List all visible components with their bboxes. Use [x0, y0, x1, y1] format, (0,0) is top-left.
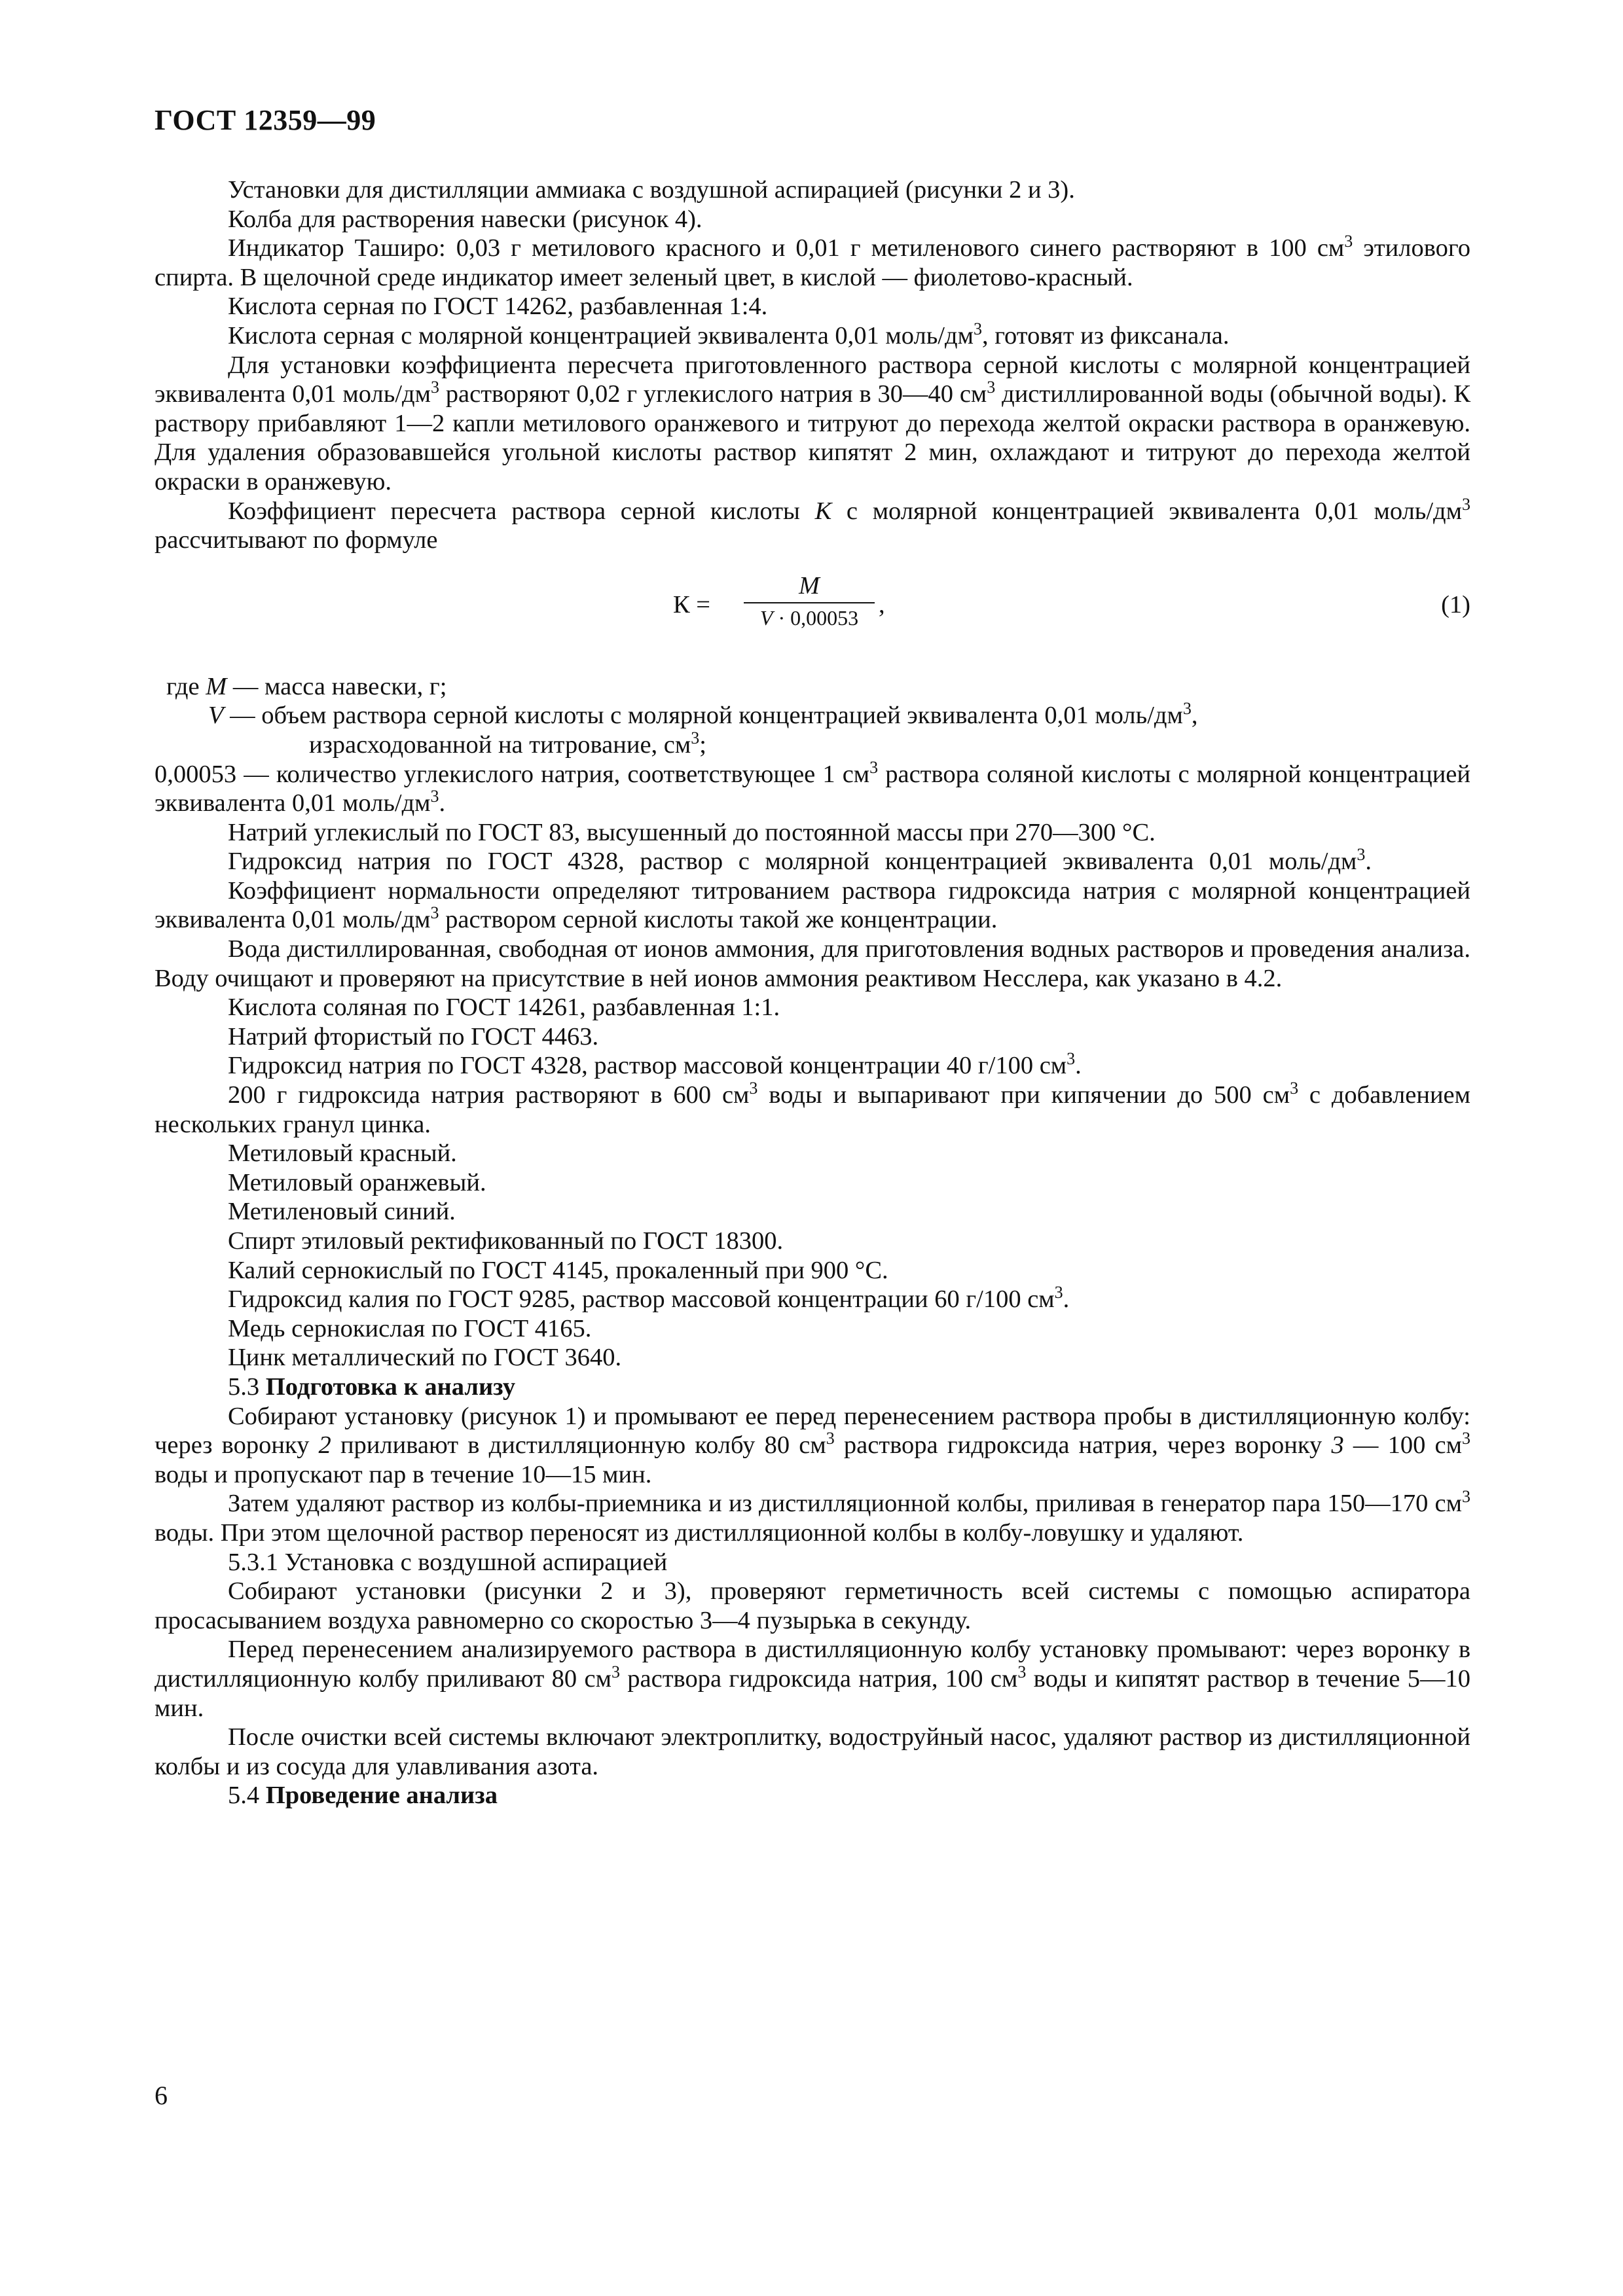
formula-denominator: V · 0,00053 — [759, 605, 859, 630]
paragraph: После очистки всей системы включают электроплитку, водоструйный насос, удаляют раствор из дистилляционной колбы и из сосуда для улавливания азота. — [155, 1723, 1470, 1780]
paragraph: Гидроксид калия по ГОСТ 9285, раствор массовой концентрации 60 г/100 $см^3$. — [228, 1283, 1070, 1314]
formula-comma: , — [879, 590, 885, 619]
paragraph: Калий сернокислый по ГОСТ 4145, прокаленный при 900 °С. — [228, 1256, 888, 1284]
paragraph: Установки для дистилляции аммиака с воздушной аспирацией (рисунки 2 и 3). — [228, 176, 1075, 204]
formula-fraction — [744, 571, 875, 631]
paragraph: Метиловый красный. — [228, 1139, 457, 1168]
paragraph: Гидроксид натрия по ГОСТ 4328, раствор с молярной концентрацией эквивалента 0,01 моль/$дм^3$. — [228, 845, 1372, 876]
paragraph: Гидроксид натрия по ГОСТ 4328, раствор массовой концентрации 40 г/100 $см^3$. — [228, 1049, 1082, 1080]
paragraph: Коэффициент пересчета раствора серной кислоты К с молярной концентрацией эквивалента 0,01 моль/$дм^3$ рассчитывают по формуле — [155, 494, 1470, 554]
document-body — [155, 175, 1470, 1810]
formula-definitions — [155, 672, 1470, 818]
paragraph: Коэффициент нормальности определяют титрованием раствора гидроксида натрия с молярной концентрацией эквивалента 0,01 моль/$дм^3$ раствором серной кислоты такой же концентрации. — [155, 876, 1470, 934]
fraction-bar — [744, 602, 875, 603]
equation-number: (1) — [1441, 590, 1470, 619]
section-heading-5-4: 5.4 Проведение анализа — [228, 1782, 498, 1810]
paragraph: Кислота соляная по ГОСТ 14261, разбавленная 1:1. — [228, 994, 780, 1022]
paragraph: Индикатор Таширо: 0,03 г метилового красного и 0,01 г метиленового синего растворяют в 100 $см^3$ этилового спирта. В щелочной среде индикатор имеет зеленый цвет, в кислой — фиолетово-красный. — [155, 232, 1470, 291]
section-heading-5-3-1: 5.3.1 Установка с воздушной аспирацией — [228, 1548, 668, 1576]
paragraph: Собирают установку (рисунок 1) и промывают ее перед перенесением раствора пробы в дистилляционную колбу: через воронку 2 приливают в дистилляционную колбу 80 $см^3$ раствора гидроксида натрия, через воронку 3 — 100 $см^3$ воды и пропускают пар в течение 10—15 мин. — [155, 1402, 1470, 1488]
paragraph: Собирают установки (рисунки 2 и 3), проверяют герметичность всей системы с помощью аспиратора просасыванием воздуха равномерно со скоростью 3—4 пузырька в секунду. — [155, 1577, 1470, 1634]
definition-v: V — объем раствора серной кислоты с молярной концентрацией эквивалента 0,01 моль/$дм^3$, — [208, 699, 1198, 730]
paragraph: Цинк металлический по ГОСТ 3640. — [228, 1344, 622, 1372]
formula — [155, 571, 1470, 646]
paragraph: Метиловый оранжевый. — [228, 1168, 486, 1196]
formula-lhs: К = — [673, 590, 711, 619]
definition-v-cont: израсходованной на титрование, $см^3$; — [309, 728, 706, 759]
definition-constant: 0,00053 — количество углекислого натрия, соответствующее 1 $см^3$ раствора соляной кислоты с молярной концентрацией эквивалента 0,01 моль/$дм^3$. — [155, 757, 1470, 817]
paragraph: Медь сернокислая по ГОСТ 4165. — [228, 1314, 592, 1342]
paragraph: Вода дистиллированная, свободная от ионов аммония, для приготовления водных растворов и проведения анализа. Воду очищают и проверяют на присутствие в ней ионов аммония реактивом Несслера, как указано в 4.2. — [155, 935, 1470, 992]
paragraph: Кислота серная по ГОСТ 14262, разбавленная 1:4. — [228, 293, 768, 321]
paragraph: 200 г гидроксида натрия растворяют в 600 $см^3$ воды и выпаривают при кипячении до 500 $см^3$ с добавлением нескольких гранул цинка. — [155, 1079, 1470, 1138]
paragraph: Для установки коэффициента пересчета приготовленного раствора серной кислоты с молярной концентрацией эквивалента 0,01 моль/$дм^3$ растворяют 0,02 г углекислого натрия в 30—40 $см^3$ дистиллированной воды (обычной воды). К раствору прибавляют 1—2 капли метилового оранжевого и титруют до перехода желтой окраски раствора в оранжевую. Для удаления образовавшейся угольной кислоты раствор кипятят 2 мин, охлаждают и титруют до перехода желтой окраски в оранжевую. — [155, 351, 1470, 495]
paragraph: Перед перенесением анализируемого раствора в дистилляционную колбу установку промывают: через воронку в дистилляционную колбу приливают 80 $см^3$ раствора гидроксида натрия, 100 $см^3$ воды и кипятят раствор в течение 5—10 мин. — [155, 1636, 1470, 1722]
definition-m: где M — масса навески, г; — [166, 672, 447, 700]
page-header: ГОСТ 12359—99 — [155, 104, 376, 136]
paragraph: Затем удаляют раствор из колбы-приемника и из дистилляционной колбы, приливая в генератор пара 150—170 $см^3$ воды. При этом щелочной раствор переносят из дистилляционной колбы в колбу-ловушку и удаляют. — [155, 1487, 1470, 1547]
section-heading-5-3: 5.3 Подготовка к анализу — [228, 1372, 516, 1401]
paragraph: Натрий углекислый по ГОСТ 83, высушенный до постоянной массы при 270—300 °С. — [228, 818, 1156, 846]
formula-numerator: M — [799, 571, 820, 600]
paragraph: Спирт этиловый ректификованный по ГОСТ 18300. — [228, 1227, 784, 1255]
paragraph: Кислота серная с молярной концентрацией эквивалента 0,01 моль/$дм^3$, готовят из фиксанала. — [228, 319, 1230, 350]
paragraph: Натрий фтористый по ГОСТ 4463. — [228, 1022, 599, 1050]
paragraph: Колба для растворения навески (рисунок 4). — [228, 205, 702, 233]
page-number: 6 — [155, 2081, 168, 2110]
paragraph: Метиленовый синий. — [228, 1198, 456, 1226]
